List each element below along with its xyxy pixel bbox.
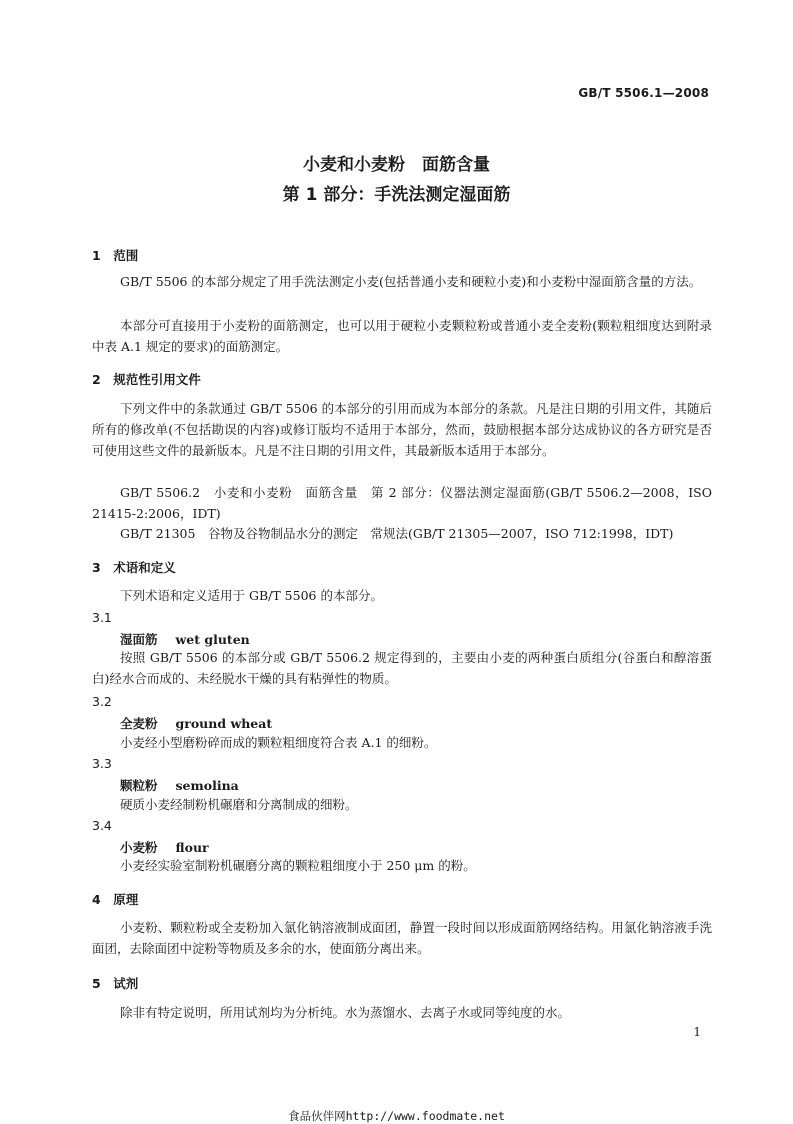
section-2-paragraph-1: 下列文件中的条款通过 GB/T 5506 的本部分的引用而成为本部分的条款。凡是注日期的引用文件，其随后所有的修改单(不包括勘误的内容)或修订版均不适用于本部分，然而，鼓励根据本部分达成协议的各方研究是否可使用这些文件的最新版本。凡是不注日期的引用文件，其最新版本适用于本部分。 [92,401,712,458]
term-number: 3.1 [92,610,112,625]
section-1-heading: 1 范围 [92,248,139,263]
term-heading [120,714,272,732]
section-1-paragraph-2: 本部分可直接用于小麦粉的面筋测定，也可以用于硬粒小麦颗粒粉或普通小麦全麦粉(颗粒粗细度达到附录中表 A.1 规定的要求)的面筋测定。 [92,318,712,354]
section-3-heading: 3 术语和定义 [92,560,176,575]
section-5-paragraph-1: 除非有特定说明，所用试剂均为分析纯。水为蒸馏水、去离子水或同等纯度的水。 [120,1005,571,1020]
section-5-heading: 5 试剂 [92,976,139,991]
term-definition: 小麦经实验室制粉机碾磨分离的颗粒粗细度小于 250 μm 的粉。 [120,858,476,873]
section-1-paragraph-1: GB/T 5506 的本部分规定了用手洗法测定小麦(包括普通小麦和硬粒小麦)和小麦粉中湿面筋含量的方法。 [120,274,702,289]
normative-reference-2: GB/T 21305 谷物及谷物制品水分的测定 常规法(GB/T 21305—2007，ISO 712:1998，IDT) [120,526,674,541]
footer-watermark-link[interactable]: 食品伙伴网http://www.foodmate.net [288,1109,505,1123]
term-zh: 小麦粉 [120,840,158,855]
term-heading [120,838,209,856]
term-zh: 颗粒粉 [120,778,158,793]
term-definition: 硬质小麦经制粉机碾磨和分离制成的细粉。 [120,797,358,812]
term-definition: 按照 GB/T 5506 的本部分或 GB/T 5506.2 规定得到的，主要由小麦的两种蛋白质组分(谷蛋白和醇溶蛋白)经水合而成的、未经脱水干燥的具有粘弹性的物质。 [92,650,712,686]
term-en: flour [175,840,209,855]
term-number: 3.4 [92,818,112,833]
standard-code: GB/T 5506.1—2008 [578,86,709,100]
term-zh: 湿面筋 [120,632,158,647]
page-number: 1 [693,1025,701,1039]
term-heading [120,630,250,648]
term-en: wet gluten [175,632,250,647]
section-2-heading: 2 规范性引用文件 [92,372,201,387]
term-heading [120,776,239,794]
document-title-line2: 第 1 部分：手洗法测定湿面筋 [282,185,511,205]
term-en: semolina [175,778,239,793]
term-number: 3.2 [92,694,112,709]
normative-reference-1: GB/T 5506.2 小麦和小麦粉 面筋含量 第 2 部分：仪器法测定湿面筋(GB/T 5506.2—2008，ISO 21415-2:2006，IDT) [92,485,712,521]
section-3-intro: 下列术语和定义适用于 GB/T 5506 的本部分。 [120,588,383,603]
term-zh: 全麦粉 [120,716,158,731]
term-number: 3.3 [92,756,112,771]
document-title-line1: 小麦和小麦粉 面筋含量 [303,155,490,175]
section-4-paragraph-1: 小麦粉、颗粒粉或全麦粉加入氯化钠溶液制成面团，静置一段时间以形成面筋网络结构。用氯化钠溶液手洗面团，去除面团中淀粉等物质及多余的水，使面筋分离出来。 [92,920,712,956]
section-4-heading: 4 原理 [92,892,139,907]
term-definition: 小麦经小型磨粉碎而成的颗粒粗细度符合表 A.1 的细粉。 [120,735,437,750]
term-en: ground wheat [175,716,273,731]
